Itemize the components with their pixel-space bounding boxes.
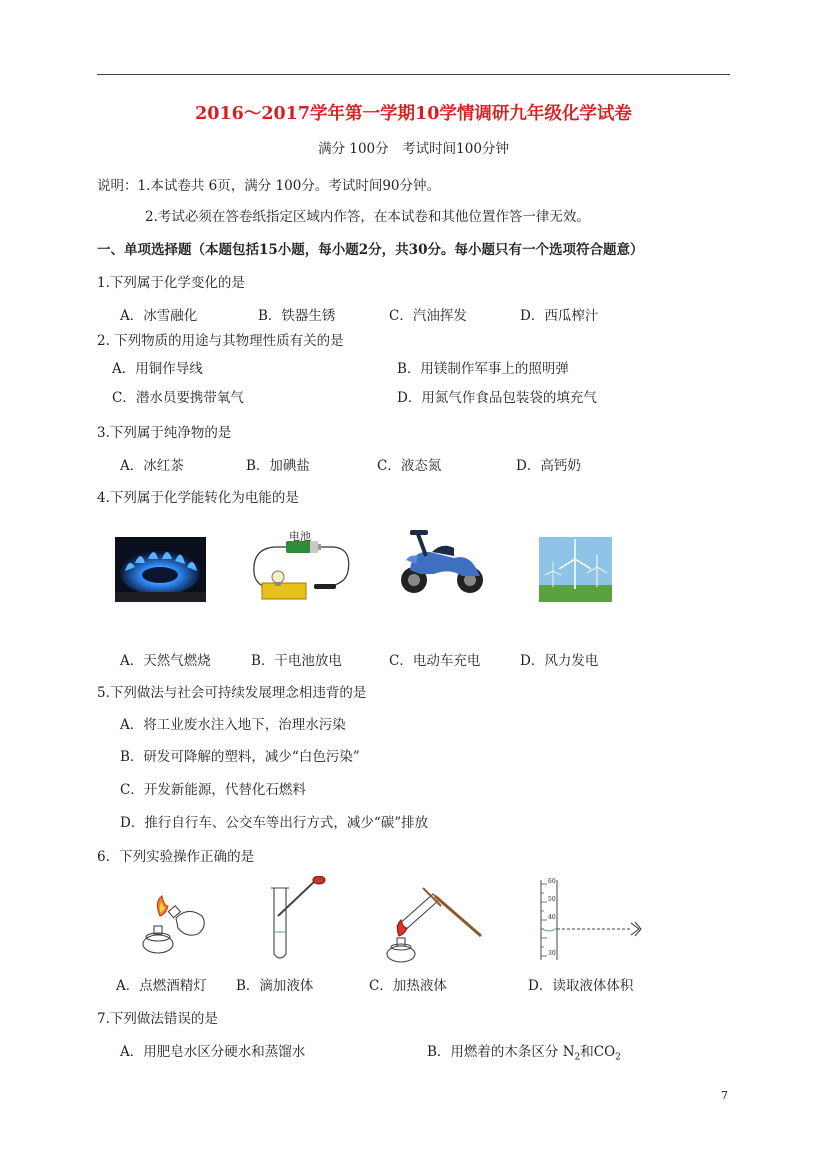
wind-turbine-image <box>539 537 612 602</box>
q3-option-c: C．液态氮 <box>377 458 442 474</box>
dropper-test-tube-image <box>262 876 330 962</box>
instruction-2: 2.考试必须在答卷纸指定区域内作答，在本试卷和其他位置作答一律无效。 <box>145 209 590 225</box>
question-7-stem: 7.下列做法错误的是 <box>97 1011 218 1027</box>
alcohol-lamp-lighting-image <box>136 892 212 958</box>
q5-option-d: D．推行自行车、公交车等出行方式，减少“碳”排放 <box>120 815 429 831</box>
instruction-1: 说明：1.本试卷共 6页，满分 100分。考试时间90分钟。 <box>97 178 440 194</box>
q2-option-c: C．潜水员要携带氧气 <box>112 390 244 406</box>
q2-option-d: D．用氮气作食品包装袋的填充气 <box>397 390 597 406</box>
q6-option-b: B．滴加液体 <box>236 978 314 994</box>
battery-label: 电池 <box>289 530 311 543</box>
q2-option-a: A．用铜作导线 <box>112 361 203 377</box>
q2-option-b: B．用镁制作军事上的照明弹 <box>397 361 569 377</box>
q1-option-a: A．冰雪融化 <box>120 308 198 324</box>
q6-option-a: A．点燃酒精灯 <box>116 978 207 994</box>
q5-option-c: C．开发新能源，代替化石燃料 <box>120 782 306 798</box>
exam-subtitle: 满分 100分 考试时间100分钟 <box>318 141 509 157</box>
q7-option-b-text: B．用燃着的木条区分 N <box>427 1044 575 1060</box>
question-5-stem: 5.下列做法与社会可持续发展理念相违背的是 <box>97 685 367 701</box>
header-rule <box>97 74 730 75</box>
question-2-stem: 2. 下列物质的用途与其物理性质有关的是 <box>97 333 344 349</box>
q4-option-c: C．电动车充电 <box>389 653 481 669</box>
heating-liquid-image <box>377 880 487 964</box>
q3-option-a: A．冰红茶 <box>120 458 184 474</box>
q1-option-d: D．西瓜榨汁 <box>520 308 599 324</box>
q6-option-c: C．加热液体 <box>369 978 447 994</box>
page-number: 7 <box>721 1089 728 1102</box>
electric-scooter-image <box>396 524 488 596</box>
q6-option-d: D．读取液体体积 <box>528 978 634 994</box>
q1-option-b: B．铁器生锈 <box>258 308 336 324</box>
question-6-stem: 6．下列实验操作正确的是 <box>97 849 255 865</box>
question-3-stem: 3.下列属于纯净物的是 <box>97 425 232 441</box>
measuring-cylinder-image <box>527 876 657 964</box>
cylinder-mark-30: 30 <box>548 950 556 957</box>
question-4-stem: 4.下列属于化学能转化为电能的是 <box>97 490 299 506</box>
q7-option-b-text-2: 和CO <box>580 1044 616 1060</box>
n2-subscript: 2 <box>574 1052 581 1063</box>
cylinder-mark-50: 50 <box>548 896 556 903</box>
q4-option-d: D．风力发电 <box>520 653 599 669</box>
q4-option-a: A．天然气燃烧 <box>120 653 211 669</box>
cylinder-mark-60: 60 <box>548 878 556 885</box>
q5-option-b: B．研发可降解的塑料，减少“白色污染” <box>120 749 360 765</box>
q1-option-c: C．汽油挥发 <box>389 308 467 324</box>
section-heading: 一、单项选择题（本题包括15小题，每小题2分，共30分。每小题只有一个选项符合题意） <box>97 242 644 258</box>
question-1-stem: 1.下列属于化学变化的是 <box>97 275 245 291</box>
exam-title: 2016～2017学年第一学期10学情调研九年级化学试卷 <box>195 104 632 124</box>
gas-stove-image <box>115 537 206 602</box>
q3-option-d: D．高钙奶 <box>516 458 581 474</box>
q7-option-b <box>427 1040 621 1063</box>
q3-option-b: B．加碘盐 <box>246 458 310 474</box>
q7-option-a: A．用肥皂水区分硬水和蒸馏水 <box>120 1044 306 1060</box>
co2-subscript: 2 <box>615 1052 621 1063</box>
q4-option-b: B．干电池放电 <box>251 653 342 669</box>
q5-option-a: A．将工业废水注入地下，治理水污染 <box>120 717 346 733</box>
cylinder-mark-40: 40 <box>548 914 556 921</box>
